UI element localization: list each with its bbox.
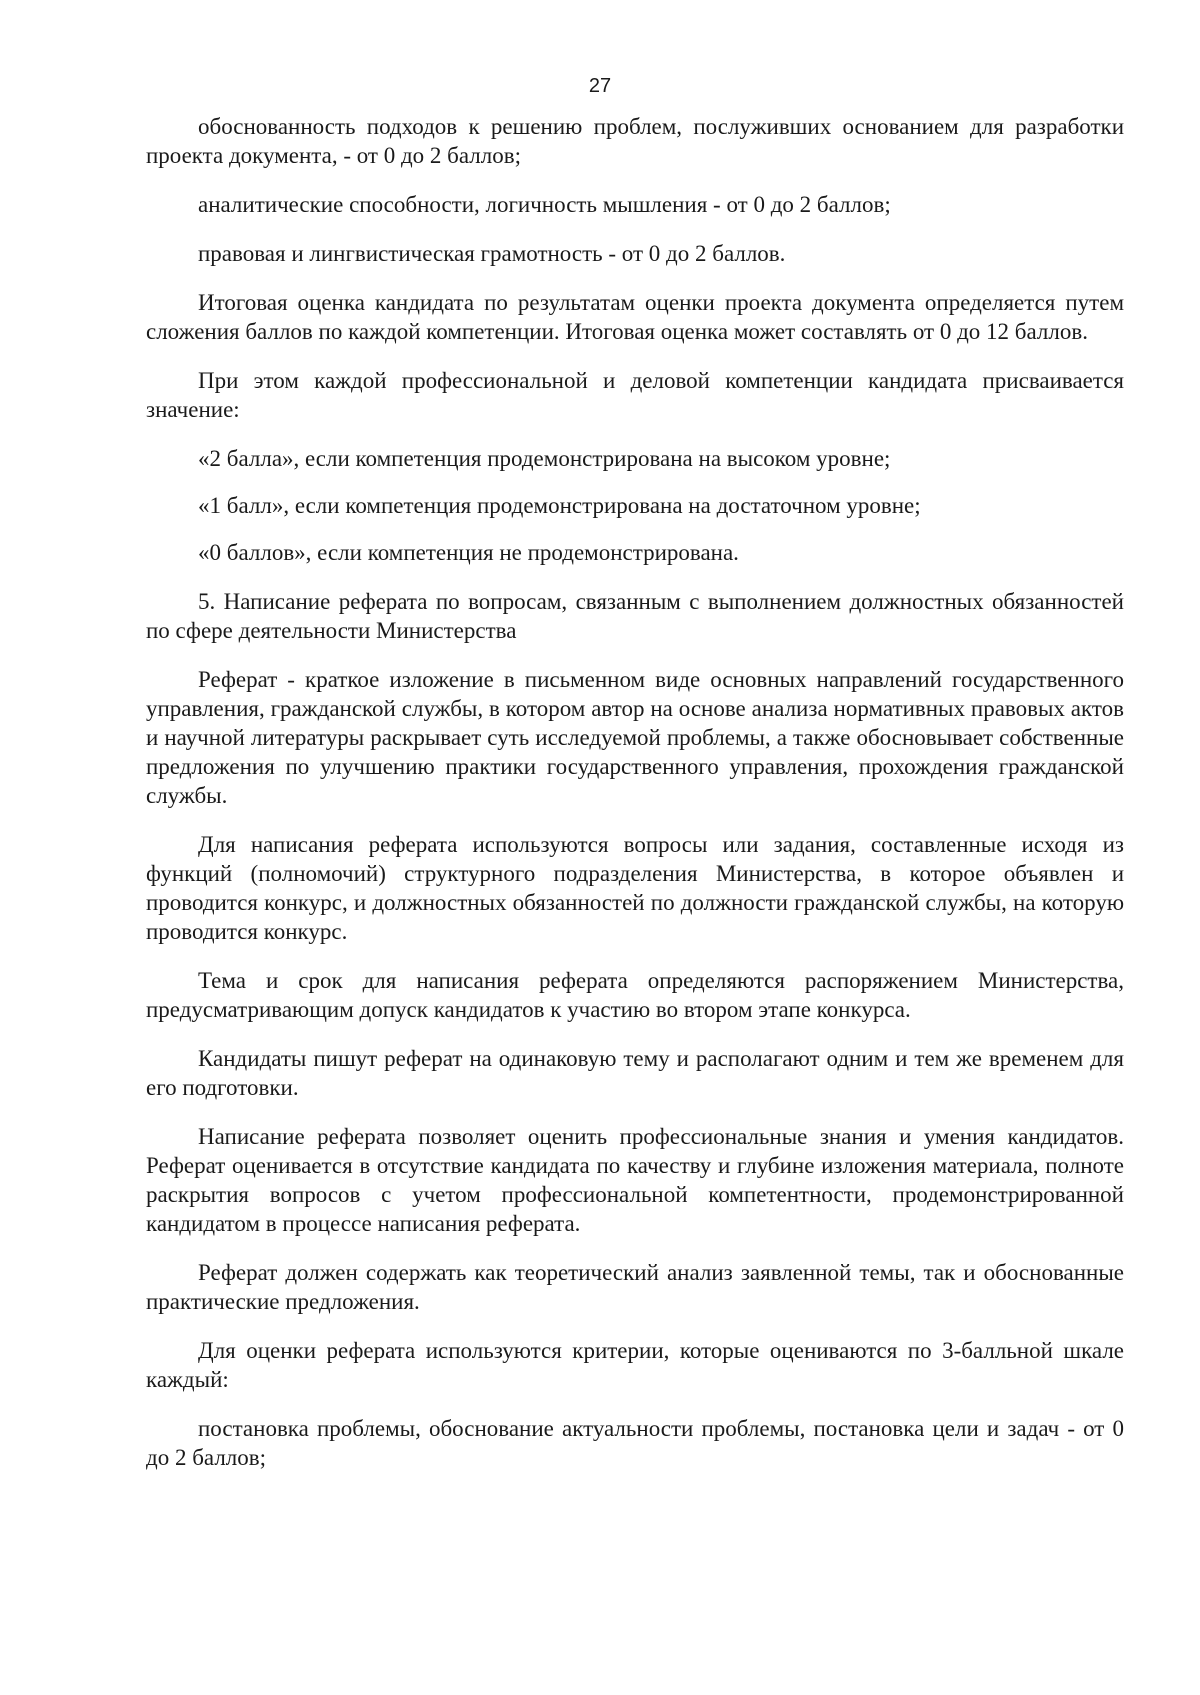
paragraph: Для оценки реферата используются критерии, которые оцениваются по 3-балльной шкале каждый: (146, 1338, 1124, 1392)
paragraph: «2 балла», если компетенция продемонстрирована на высоком уровне; (198, 446, 891, 471)
paragraph: Написание реферата позволяет оценить профессиональные знания и умения кандидатов. Реферат оценивается в отсутствие кандидата по качеству и глубине изложения материала, полноте раскрытия вопросов с учетом профессиональной компетентности, продемонстрированной кандидатом в процессе написания реферата. (146, 1124, 1124, 1236)
paragraph: Реферат должен содержать как теоретический анализ заявленной темы, так и обоснованные практические предложения. (146, 1260, 1124, 1314)
page-number: 27 (588, 75, 612, 97)
paragraph: Для написания реферата используются вопросы или задания, составленные исходя из функций (полномочий) структурного подразделения Министерства, в которое объявлен и проводится конкурс, и должностных обязанностей по должности гражданской службы, на которую проводится конкурс. (146, 832, 1124, 944)
paragraph: постановка проблемы, обоснование актуальности проблемы, постановка цели и задач - от 0 до 2 баллов; (146, 1416, 1124, 1470)
paragraph: правовая и лингвистическая грамотность - от 0 до 2 баллов. (198, 241, 786, 266)
paragraph: аналитические способности, логичность мышления - от 0 до 2 баллов; (198, 192, 891, 217)
paragraph: При этом каждой профессиональной и деловой компетенции кандидата присваивается значение: (146, 368, 1124, 422)
section-heading: 5. Написание реферата по вопросам, связанным с выполнением должностных обязанностей по сфере деятельности Министерства (146, 589, 1124, 643)
paragraph: Тема и срок для написания реферата определяются распоряжением Министерства, предусматривающим допуск кандидатов к участию во втором этапе конкурса. (146, 968, 1124, 1022)
paragraph: Реферат - краткое изложение в письменном виде основных направлений государственного управления, гражданской службы, в котором автор на основе анализа нормативных правовых актов и научной литературы раскрывает суть исследуемой проблемы, а также обосновывает собственные предложения по улучшению практики государственного управления, прохождения гражданской службы. (146, 667, 1124, 808)
paragraph: «1 балл», если компетенция продемонстрирована на достаточном уровне; (198, 493, 921, 518)
paragraph: обоснованность подходов к решению проблем, послуживших основанием для разработки проекта документа, - от 0 до 2 баллов; (146, 114, 1124, 168)
paragraph: Итоговая оценка кандидата по результатам оценки проекта документа определяется путем сложения баллов по каждой компетенции. Итоговая оценка может составлять от 0 до 12 баллов. (146, 290, 1124, 344)
paragraph: Кандидаты пишут реферат на одинаковую тему и располагают одним и тем же временем для его подготовки. (146, 1046, 1124, 1100)
document-body (146, 112, 1124, 1492)
paragraph: «0 баллов», если компетенция не продемонстрирована. (198, 540, 739, 565)
